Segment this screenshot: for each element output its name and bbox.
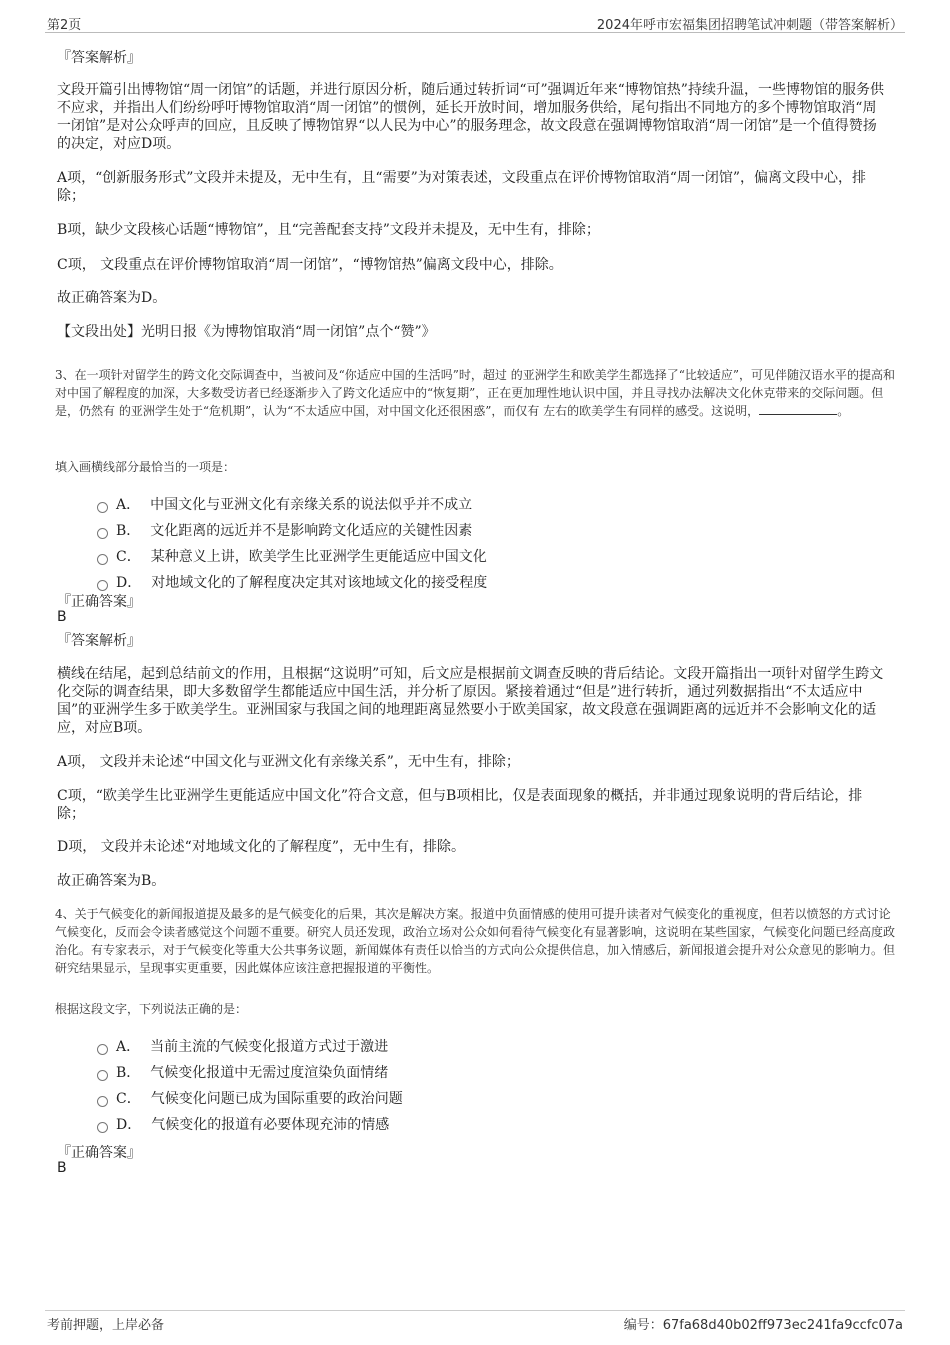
radio-icon[interactable] bbox=[97, 580, 108, 591]
q2-option-b-analysis: B项，缺少文段核心话题“博物馆”，且“完善配套支持”文段并未提及，无中生有，排除； bbox=[57, 222, 600, 238]
q4-prompt: 根据这段文字，下列说法正确的是： bbox=[55, 1002, 248, 1016]
q3-conclusion: 故正确答案为B。 bbox=[57, 873, 166, 889]
q2-analysis: 文段开篇引出博物馆“周一闭馆”的话题，并进行原因分析，随后通过转折词“可”强调近年来“博物馆热”持续升温，一些博物馆的服务供不应求，并指出人们纷纷呼吁博物馆取消“周一闭馆”的惯例，延长开放时间，增加服务供给，尾句指出不同地方的多个博物馆取消“周一闭馆”是对公众呼声的回应，且反映了博物馆界“以人民为中心”的服务理念，故文段意在强调博物馆取消“周一闭馆”是一个值得赞扬的决定，对应D项。 bbox=[57, 82, 884, 152]
q4-answer-label: 『正确答案』 bbox=[57, 1145, 141, 1161]
q3-analysis: 横线在结尾，起到总结前文的作用，且根据“这说明”可知，后文应是根据前文调查反映的背后结论。文段开篇指出一项针对留学生跨文化交际的调查结果，即大多数留学生都能适应中国生活，并分析了原因。紧接着通过“但是”进行转折，通过列数据指出“不太适应中国”的亚洲学生多于欧美学生。亚洲国家与我国之间的地理距离显然要小于欧美国家，故文段意在强调距离的远近并不会影响文化的适应，对应B项。 bbox=[57, 666, 884, 736]
q4-answer: B bbox=[57, 1160, 67, 1176]
q3-stem bbox=[55, 366, 895, 420]
document-id: 编号：67fa68d40b02ff973ec241fa9ccfc07a bbox=[623, 1318, 903, 1333]
radio-icon[interactable] bbox=[97, 528, 108, 539]
radio-icon[interactable] bbox=[97, 1044, 108, 1055]
q3-option-c-analysis: C项，“欧美学生比亚洲学生更能适应中国文化”符合文意，但与B项相比，仅是表面现象的概括，并非通过现象说明的背后结论，排除； bbox=[57, 788, 863, 822]
q3-prompt: 填入画横线部分最恰当的一项是： bbox=[55, 460, 236, 474]
footer-slogan: 考前押题，上岸必备 bbox=[47, 1318, 165, 1333]
q3-option-c[interactable]: C． 某种意义上讲，欧美学生比亚洲学生更能适应中国文化 bbox=[97, 546, 487, 566]
radio-icon[interactable] bbox=[97, 1070, 108, 1081]
q2-option-c-analysis: C项， 文段重点在评价博物馆取消“周一闭馆”，“博物馆热”偏离文段中心，排除。 bbox=[57, 257, 563, 273]
radio-icon[interactable] bbox=[97, 502, 108, 513]
q3-stem-text: 3、在一项针对留学生的跨文化交际调查中，当被问及“你适应中国的生活吗”时，超过 的亚洲学生和欧美学生都选择了“比较适应”，可见伴随汉语水平的提高和对中国了解程度的加深，大多数受访者已经逐渐步入了跨文化适应中的“恢复期”，正在更加理性地认识中国，并且寻找办法解决文化休克带来的交际问题。但是，仍然有 的亚洲学生处于“危机期”，认为“不太适应中国，对中国文化还很困惑”，而仅有 左右的欧美学生有同样的感受。这说明， bbox=[55, 368, 895, 418]
q3-analysis-label: 『答案解析』 bbox=[57, 633, 141, 649]
radio-icon[interactable] bbox=[97, 1122, 108, 1133]
document-title: 2024年呼市宏福集团招聘笔试冲刺题（带答案解析） bbox=[596, 18, 903, 33]
q3-option-a-analysis: A项， 文段并未论述“中国文化与亚洲文化有亲缘关系”，无中生有，排除； bbox=[57, 754, 520, 770]
q4-stem: 4、关于气候变化的新闻报道提及最多的是气候变化的后果，其次是解决方案。报道中负面情感的使用可提升读者对气候变化的重视度，但若以愤怒的方式讨论气候变化，反而会令读者感觉这个问题不重要。研究人员还发现，政治立场对公众如何看待气候变化有显著影响，这说明在某些国家，气候变化问题已经高度政治化。有专家表示，对于气候变化等重大公共事务议题，新闻媒体有责任以恰当的方式向公众提供信息，加入情感后，新闻报道会提升对公众意见的影响力。但研究结果显示，呈现事实更重要，因此媒体应该注意把握报道的平衡性。 bbox=[55, 907, 896, 975]
q3-stem-end: 。 bbox=[837, 404, 850, 418]
page-footer bbox=[45, 1310, 905, 1331]
q3-option-a[interactable]: A． 中国文化与亚洲文化有亲缘关系的说法似乎并不成立 bbox=[97, 494, 472, 514]
q2-conclusion: 故正确答案为D。 bbox=[57, 290, 167, 306]
q3-blank bbox=[759, 402, 837, 415]
q4-option-b[interactable]: B． 气候变化报道中无需过度渲染负面情绪 bbox=[97, 1062, 388, 1082]
radio-icon[interactable] bbox=[97, 554, 108, 565]
q3-option-d[interactable]: D． 对地域文化的了解程度决定其对该地域文化的接受程度 bbox=[97, 572, 487, 592]
q3-option-b[interactable]: B． 文化距离的远近并不是影响跨文化适应的关键性因素 bbox=[97, 520, 472, 540]
q2-option-a-analysis: A项，“创新服务形式”文段并未提及，无中生有，且“需要”为对策表述，文段重点在评价博物馆取消“周一闭馆”，偏离文段中心，排除； bbox=[57, 170, 867, 204]
q3-answer: B bbox=[57, 609, 67, 625]
q2-source: 【文段出处】光明日报《为博物馆取消“周一闭馆”点个“赞”》 bbox=[57, 324, 436, 340]
q3-answer-label: 『正确答案』 bbox=[57, 594, 141, 610]
page-header bbox=[45, 14, 905, 33]
q4-option-a[interactable]: A． 当前主流的气候变化报道方式过于激进 bbox=[97, 1036, 388, 1056]
page-number: 第2页 bbox=[47, 18, 82, 33]
q3-option-d-analysis: D项， 文段并未论述“对地域文化的了解程度”，无中生有，排除。 bbox=[57, 839, 465, 855]
radio-icon[interactable] bbox=[97, 1096, 108, 1107]
q2-analysis-label: 『答案解析』 bbox=[57, 50, 141, 66]
q4-option-c[interactable]: C． 气候变化问题已成为国际重要的政治问题 bbox=[97, 1088, 403, 1108]
q4-option-d[interactable]: D． 气候变化的报道有必要体现充沛的情感 bbox=[97, 1114, 389, 1134]
